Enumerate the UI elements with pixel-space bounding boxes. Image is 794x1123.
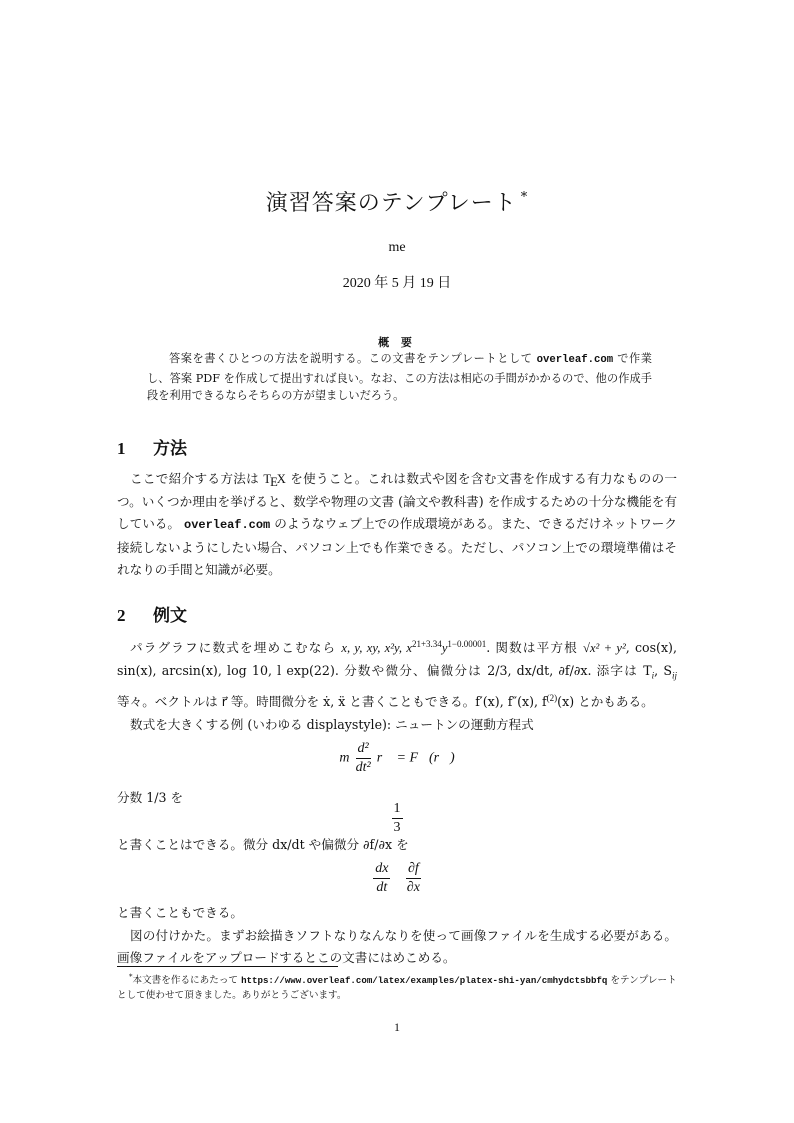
abstract-text: 答案を書くひとつの方法を説明する。この文書をテンプレートとして overleaf.com で作業し、答案 PDF を作成して提出すれば良い。なお、この方法は相応の手間がかかるので、他の作成手段を利用できるならそちらの方が望ましいだろう。 bbox=[147, 352, 652, 402]
tex-logo: TEX bbox=[263, 472, 286, 489]
equation-newton: m $\frac{\text{d²}}{\text{dt²}}$ r⃗ = F⃗(r⃗) bbox=[339, 741, 455, 775]
fraction: $\frac{1}{3}$ bbox=[393, 801, 401, 835]
overleaf-link: overleaf.com bbox=[536, 354, 614, 366]
paragraph: ここで紹介する方法は TEX を使うこと。これは数式や図を含む文書を作成する有力なものの一つ。いくつか理由を挙げると、数学や物理の文書 (論文や教科書) を作成するための十分な機能を有している。 overleaf.com のようなウェブ上での作成環境がある。また、できるだけネットワーク接続しないようにしたい場合、パソコン上でも作業できる。ただし、パソコン上での環境準備はそれなりの手間と知識が必要。 bbox=[117, 471, 677, 578]
document-title bbox=[0, 186, 794, 217]
abstract-heading: 概 要 bbox=[378, 336, 416, 349]
fraction-df-dx: $\frac{\partial f}{\partial x}$ bbox=[406, 861, 420, 895]
title-text: 演習答案のテンプレート bbox=[265, 191, 517, 216]
paragraph: 数式を大きくする例 (いわゆる displaystyle): ニュートンの運動方程式 bbox=[130, 716, 534, 732]
frac-intro: 分数 1/3 を bbox=[117, 790, 184, 805]
page-number: 1 bbox=[394, 1020, 400, 1034]
section-heading-1: 1 方法 bbox=[117, 439, 187, 459]
section-1-body bbox=[117, 468, 677, 582]
footnote-rule bbox=[117, 966, 338, 967]
equation-one-third bbox=[0, 800, 794, 837]
date: 2020 年 5 月 19 日 bbox=[342, 276, 452, 291]
title-footnote-mark: * bbox=[520, 190, 529, 205]
footnote-url: https://www.overleaf.com/latex/examples/platex-shi-yan/cmhydctsbbfq bbox=[241, 975, 608, 987]
deriv-intro: と書くことはできる。微分 dx/dt や偏微分 ∂f/∂x を bbox=[117, 837, 409, 852]
fraction: $\frac{\text{d²}}{\text{dt²}}$ bbox=[355, 741, 371, 775]
overleaf-link: overleaf.com bbox=[184, 518, 271, 533]
paragraph: パラグラフに数式を埋めこむなら x, y, xy, x²y, $x^{21+3.34}y^{1-0.00001}$. 関数は平方根 √x² + y², cos(x), sin(x), arcsin(x), log 10, l exp(22). 分数や微分、偏微分は 2/3, dx/dt, ∂f/∂x. 添字は $T_i$, $S_{ij}$ 等々。ベクトルは r⃗ 等。時間微分を ẋ, ẍ と書くこともできる。f′(x), f″(x), $f^{(2)}(x)$ とかもある。 bbox=[117, 639, 678, 710]
sqrt-expression: √x² + y² bbox=[583, 641, 626, 656]
section-2-body bbox=[117, 633, 677, 736]
paragraph: 図の付けかた。まずお絵描きソフトなりなんなりを使って画像ファイルを生成する必要がある。画像ファイルをアップロードするとこの文書にはめこめる。 bbox=[117, 927, 677, 966]
author: me bbox=[388, 240, 406, 255]
abstract bbox=[147, 350, 652, 405]
section-2-tail: と書くこともできる。 図の付けかた。まずお絵描きソフトなりなんなりを使って画像ファイルを生成する必要がある。画像ファイルをアップロードするとこの文書にはめこめる。 bbox=[117, 902, 677, 970]
fraction-dx-dt: $\frac{dx}{dt}$ bbox=[375, 861, 389, 895]
footnote: *本文書を作るにあたって https://www.overleaf.com/latex/examples/platex-shi-yan/cmhydctsbbfq をテンプレートとして使わせて頂きました。ありがとうございます。 bbox=[117, 973, 677, 1002]
section-heading-2: 2 例文 bbox=[117, 606, 187, 626]
equation-derivatives bbox=[0, 860, 794, 897]
